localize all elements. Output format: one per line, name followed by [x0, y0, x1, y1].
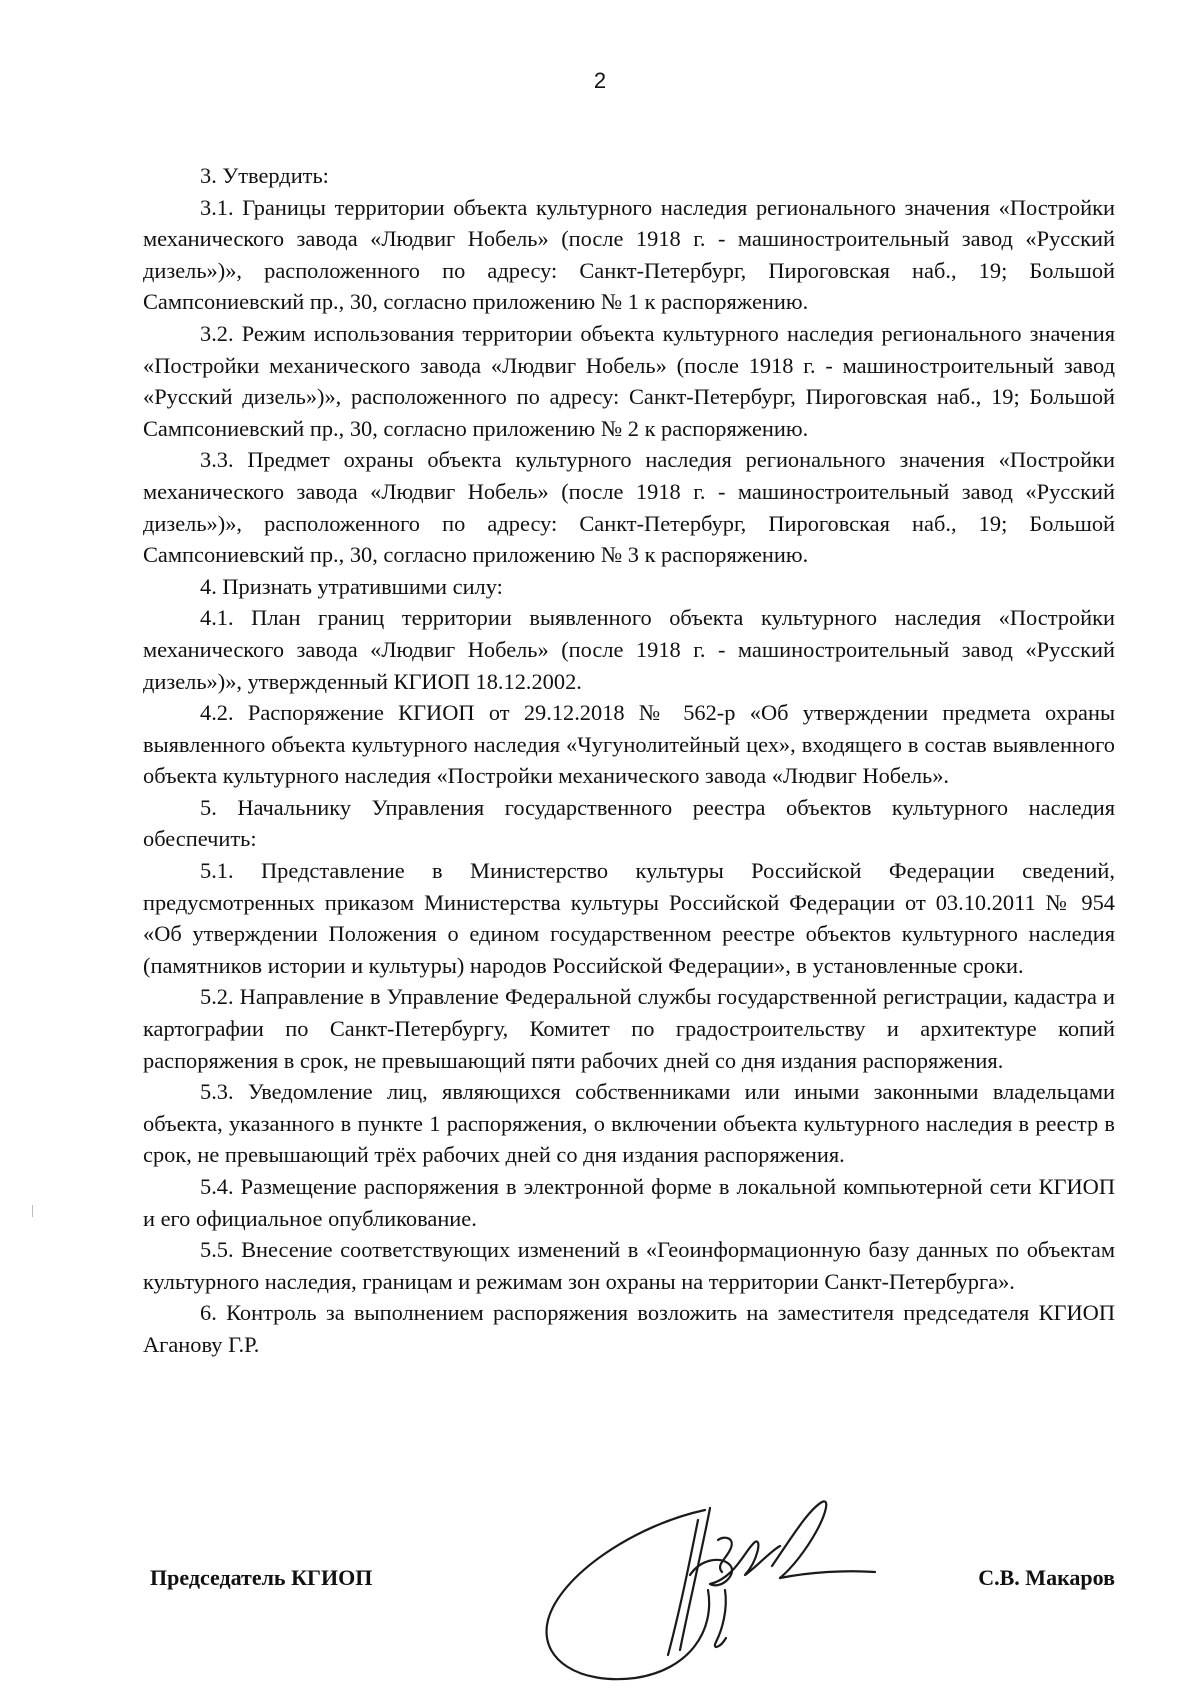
paragraph-3-2: 3.2. Режим использования территории объекта культурного наследия регионального значения «Постройки механического завода «Людвиг Нобель» (после 1918 г. - машиностроительный завод «Русский дизель»)», расположенного по адресу: Санкт-Петербург, Пироговская наб., 19; Большой Сампсониевский пр., 30, согласно приложению № 2 к распоряжению.	[143, 320, 1115, 441]
paragraph-4-1: 4.1. План границ территории выявленного объекта культурного наследия «Постройки механического завода «Людвиг Нобель» (после 1918 г. - машиностроительный завод «Русский дизель»)», утвержденный КГИОП 18.12.2002.	[143, 605, 1115, 694]
margin-mark	[32, 1205, 33, 1217]
signer-name: С.В. Макаров	[978, 1565, 1115, 1590]
page-number: 2	[593, 68, 607, 93]
paragraph-5-3: 5.3. Уведомление лиц, являющихся собственниками или иными законными владельцами объекта, указанного в пункте 1 распоряжения, о включении объекта культурного наследия в реестр в срок, не превышающий трёх рабочих дней со дня издания распоряжения.	[143, 1079, 1115, 1168]
paragraph-5-1: 5.1. Представление в Министерство культуры Российской Федерации сведений, предусмотренных приказом Министерства культуры Российской Федерации от 03.10.2011 № 954 «Об утверждении Положения о едином государственном реестре объектов культурного наследия (памятников истории и культуры) народов Российской Федерации», в установленные сроки.	[143, 858, 1115, 978]
paragraph-5-4: 5.4. Размещение распоряжения в электронной форме в локальной компьютерной сети КГИОП и его официальное опубликование.	[143, 1174, 1115, 1231]
signer-title: Председатель КГИОП	[150, 1565, 373, 1590]
paragraph-3: 3. Утвердить:	[200, 163, 329, 188]
document-body	[143, 160, 1115, 1361]
paragraph-4-2: 4.2. Распоряжение КГИОП от 29.12.2018 № 562-р «Об утверждении предмета охраны выявленного объекта культурного наследия «Чугунолитейный цех», входящего в состав выявленного объекта культурного наследия «Постройки механического завода «Людвиг Нобель».	[143, 700, 1115, 789]
paragraph-6: 6. Контроль за выполнением распоряжения возложить на заместителя председателя КГИОП Аганову Г.Р.	[143, 1300, 1115, 1357]
paragraph-5-2: 5.2. Направление в Управление Федеральной службы государственной регистрации, кадастра и картографии по Санкт-Петербургу, Комитет по градостроительству и архитектуре копий распоряжения в срок, не превышающий пяти рабочих дней со дня издания распоряжения.	[143, 984, 1115, 1073]
paragraph-4: 4. Признать утратившими силу:	[200, 573, 503, 599]
paragraph-3-3: 3.3. Предмет охраны объекта культурного наследия регионального значения «Постройки механического завода «Людвиг Нобель» (после 1918 г. - машиностроительный завод «Русский дизель»)», расположенного по адресу: Санкт-Петербург, Пироговская наб., 19; Большой Сампсониевский пр., 30, согласно приложению № 3 к распоряжению.	[143, 447, 1115, 568]
paragraph-5-5: 5.5. Внесение соответствующих изменений в «Геоинформационную базу данных по объектам культурного наследия, границам и режимам зон охраны на территории Санкт-Петербурга».	[143, 1237, 1115, 1294]
paragraph-3-1: 3.1. Границы территории объекта культурного наследия регионального значения «Постройки механического завода «Людвиг Нобель» (после 1918 г. - машиностроительный завод «Русский дизель»)», расположенного по адресу: Санкт-Петербург, Пироговская наб., 19; Большой Сампсониевский пр., 30, согласно приложению № 1 к распоряжению.	[143, 194, 1115, 315]
signature-block	[150, 1565, 1115, 1605]
paragraph-5: 5. Начальнику Управления государственного реестра объектов культурного наследия обеспечить:	[143, 794, 1115, 852]
